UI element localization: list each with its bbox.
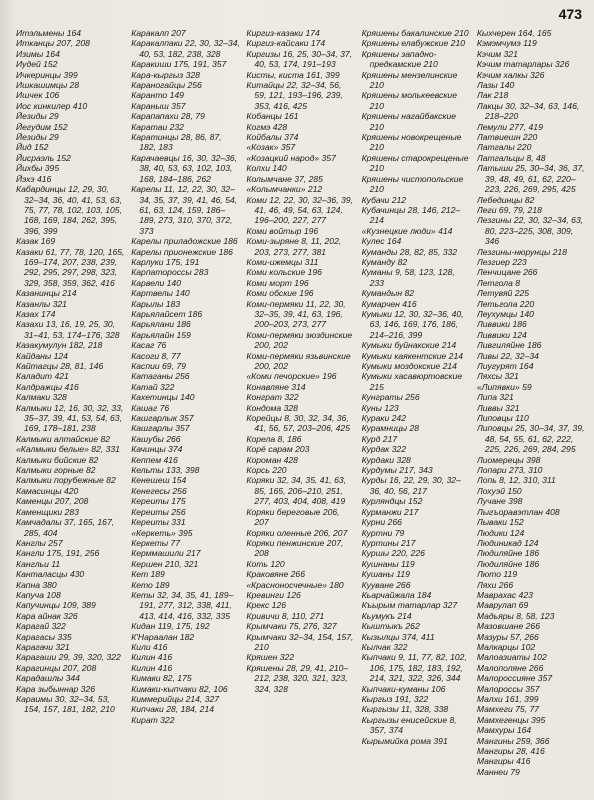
index-entry: Кумыки 12, 30, 32–36, 40, 63, 146, 169, 176, 186, 214–216, 399: [361, 308, 464, 340]
index-entry: Иудей 152: [16, 59, 58, 70]
index-entry: Людиникад 124: [476, 537, 539, 548]
index-entry: Липовцы 25, 30–34, 37, 39, 48, 54, 55, 61, 62, 222, 225, 226, 269, 284, 295: [476, 423, 585, 455]
index-entry: Кылчак 322: [361, 641, 408, 652]
index-entry: Латвиешн 220: [476, 132, 538, 143]
index-entry: Калмыки горные 82: [16, 465, 96, 476]
index-entry: Люто 119: [476, 569, 518, 580]
index-entry: Керммашили 217: [131, 548, 201, 559]
index-entry: Лыгъоравэтлан 408: [476, 506, 560, 517]
index-entry: Липовцы 110: [476, 413, 529, 424]
index-entry: Казакумулун 182, 218: [16, 340, 103, 351]
index-entry: Малоазиаты 102: [476, 652, 547, 663]
index-entry: Маннеи 79: [476, 766, 520, 777]
index-entry: Кили 416: [131, 641, 168, 652]
index-entry: Кулес 164: [361, 236, 402, 247]
index-entry: Кондома 328: [246, 402, 298, 413]
index-entry: Людиляйне 186: [476, 558, 540, 569]
index-entry: Качинцы 374: [131, 444, 183, 455]
index-entry: Кара зыбыннар 326: [16, 683, 96, 694]
index-entry: Лопари 273, 310: [476, 465, 543, 476]
index-entry: Лезгины 22, 30, 32–34, 63, 80, 223–225, 308, 309, 346: [476, 215, 584, 247]
index-entry: Латгальцы 8, 48: [476, 152, 546, 163]
index-entry: Кубачинцы 28, 146, 212–214: [361, 204, 461, 226]
index-entry: Мазуры 57, 266: [476, 631, 539, 642]
index-entry: Киммерийцы 214, 327: [131, 694, 220, 704]
index-entry: Мангиры 28, 416: [476, 746, 545, 757]
index-entry: Кимаки-кыпчаки 82, 106: [131, 683, 228, 694]
index-entry: Кряшен 322: [246, 652, 295, 663]
index-entry: Кашубы 266: [131, 433, 181, 444]
index-entry: Кеты 32, 34, 35, 41, 189–191, 277, 312, 338, 411, 413, 414, 416, 332, 335: [131, 589, 234, 621]
index-entry: Корсь 220: [246, 465, 287, 476]
index-entry: Кумандын 82: [361, 288, 415, 299]
index-entry: Кыргызы 11, 328, 338: [361, 704, 449, 715]
index-column-2: [131, 28, 240, 794]
index-entry: Канглы 257: [16, 537, 63, 548]
index-entry: Куршы 220, 226: [361, 548, 425, 559]
index-entry: Капна 380: [16, 579, 57, 590]
index-entry: Кереиты 256: [131, 506, 186, 517]
index-entry: Кангльи 11: [16, 558, 61, 569]
index-entry: Коми-пермяки зюздинские 200, 202: [246, 329, 353, 351]
index-entry: Курды 16, 22, 29, 30, 32–36, 40, 56, 217: [361, 475, 461, 496]
index-entry: Кунграты 256: [361, 392, 420, 403]
index-entry: Короман 428: [246, 454, 298, 465]
index-entry: Кьумукъ 214: [361, 610, 412, 621]
index-entry: Лакцы 30, 32–34, 63, 146, 218–220: [476, 100, 580, 122]
index-entry: Коми-пермяки 11, 22, 30, 32–35, 39, 41, 63, 196, 200–203, 273, 277: [246, 298, 346, 330]
index-entry: Йид 152: [16, 142, 49, 153]
index-entry: Ишчек 106: [16, 90, 60, 101]
index-entry: Краковяне 266: [246, 569, 305, 580]
index-entry: Кидан 119, 175, 192: [131, 621, 210, 632]
index-entry: Курдаки 328: [361, 454, 411, 465]
index-entry: Кряшены елабужские 210: [361, 38, 466, 49]
index-entry: Кобанцы 161: [246, 111, 299, 122]
index-entry: Йэхэ 416: [16, 173, 52, 184]
index-entry: Калмаки 328: [16, 392, 67, 403]
index-entry: Куртни 79: [361, 527, 405, 538]
index-entry: Касаг 76: [131, 340, 167, 351]
index-entry: Когмэ 428: [246, 121, 288, 132]
index-entry: Карагасы 335: [16, 631, 72, 642]
index-entry: Лываки 152: [476, 517, 524, 528]
index-entry: Каменщики 283: [16, 506, 79, 517]
index-entry: Йегудим 152: [16, 121, 68, 132]
index-entry: Калмыки 12, 16, 30, 32, 33, 35–37, 39, 41, 53, 54, 63, 169, 178–181, 238: [16, 402, 124, 434]
index-entry: Кайданы 124: [16, 350, 68, 361]
index-entry: Людиляйне 186: [476, 548, 540, 559]
index-entry: Йезиды 29: [16, 132, 59, 143]
index-entry: «Козак» 357: [246, 142, 296, 153]
index-entry: Кряшены 28, 29, 41, 210–212, 238, 320, 321, 323, 324, 328: [246, 662, 349, 694]
index-entry: «Коми печорские» 196: [246, 371, 337, 382]
index-entry: Кьарчайжала 184: [361, 589, 432, 600]
index-entry: Кимаки 82, 175: [131, 673, 192, 684]
index-entry: Каратинцы 28, 86, 87, 182, 183: [131, 132, 222, 153]
index-entry: Кревинги 126: [246, 589, 301, 600]
index-entry: Кыргыз 191, 322: [361, 694, 429, 704]
index-entry: Карелы приладожские 186: [131, 236, 238, 247]
index-entry: Коряки пенжинские 207, 208: [246, 537, 344, 559]
index-entry: Карьялайн 159: [131, 329, 191, 340]
index-entry: Кураки 242: [361, 413, 406, 424]
index-entry: Карпатороссы 283: [131, 267, 209, 278]
index-entry: Мадьяры 8, 58, 123: [476, 610, 555, 621]
index-entry: Кашгарлы 357: [131, 423, 190, 434]
index-entry: Катаганы 256: [131, 371, 190, 382]
index-entry: Кереиты 175: [131, 496, 186, 507]
index-entry: Карелы 11, 12, 22, 30, 32–34, 35, 37, 39, 41, 46, 54, 61, 63, 124, 159, 186–189, 273, 310, 370, 372, 373: [131, 184, 238, 236]
index-entry: Иос кинкилер 410: [16, 100, 88, 111]
index-entry: Кельты 133, 398: [131, 465, 200, 476]
index-entry: Лак 218: [476, 90, 509, 101]
index-entry: Кара-кыргыз 328: [131, 69, 200, 80]
index-entry: Карагинцы 207, 208: [16, 662, 97, 673]
index-entry: Катай 322: [131, 381, 175, 392]
index-entry: Мамхеги 75, 77: [476, 704, 540, 715]
index-entry: Коми 12, 22, 30, 32–36, 39, 41, 46, 49, 54, 63, 124, 196–200, 227, 277: [246, 194, 353, 226]
index-entry: Кряшены нагайбакские 210: [361, 111, 456, 132]
index-entry: Кипчаки 28, 184, 214: [131, 704, 215, 715]
index-entry: Йисраэль 152: [16, 152, 71, 163]
index-entry: Караимы 30, 32–34, 53, 154, 157, 181, 182, 210: [16, 694, 115, 715]
index-entry: Курманжи 217: [361, 506, 419, 517]
index-entry: Коми-ижемцы 311: [246, 256, 319, 267]
index-entry: Коми-пермяки язьвинские 200, 202: [246, 350, 351, 371]
index-entry: Каладит 421: [16, 371, 69, 382]
index-entry: «Колымчанки» 212: [246, 184, 323, 195]
index-entry: Кэмэмчумэ 119: [476, 38, 537, 49]
index-entry: Людики 124: [476, 527, 525, 538]
index-entry: Мамхуры 164: [476, 725, 532, 736]
index-entry: Куртины 217: [361, 537, 416, 548]
index-entry: Калмыки бийские 82: [16, 454, 99, 465]
index-column-5: [477, 28, 586, 794]
index-entry: Каменцы 207, 208: [16, 496, 89, 507]
index-entry: Курляндцы 152: [361, 496, 423, 507]
index-entry: Кууване 266: [361, 579, 411, 590]
index-entry: Кэчим татарлары 326: [476, 59, 570, 70]
index-entry: Калдражцы 416: [16, 381, 79, 392]
index-entry: Мазовшане 266: [476, 621, 540, 632]
index-entry: Крымчаки 32–34, 154, 157, 210: [246, 631, 354, 652]
index-entry: Казахи 13, 16, 19, 25, 30, 31–41, 53, 174–176, 328: [16, 319, 120, 340]
index-entry: Малороссияне 357: [476, 673, 553, 684]
index-entry: Капуча 108: [16, 589, 61, 600]
index-entry: «Керкеть» 395: [131, 527, 193, 538]
index-entry: Къырым татарлар 327: [361, 600, 458, 611]
index-entry: Куманы 9, 58, 123, 128, 233: [361, 267, 455, 288]
index-entry: Корела 8, 186: [246, 433, 302, 444]
index-entry: Киргиз-казаки 174: [246, 28, 320, 38]
index-entry: Малкарцы 102: [476, 641, 536, 652]
index-entry: Лохуэй 150: [476, 485, 522, 496]
index-entry: К'Нараалан 182: [131, 631, 195, 642]
index-entry: Килин 416: [131, 652, 173, 663]
index-entry: Карагачи 321: [16, 641, 70, 652]
index-entry: Кето 189: [131, 579, 170, 590]
index-entry: Кенегесы 256: [131, 485, 187, 496]
index-entry: Кахетинцы 140: [131, 392, 195, 403]
index-entry: Кряшены мензелинские 210: [361, 69, 458, 91]
index-entry: Колхи 140: [246, 163, 287, 174]
index-entry: Лазы 140: [476, 80, 515, 91]
index-entry: Караногайцы 256: [131, 80, 202, 91]
index-entry: Куманду 82: [361, 256, 408, 267]
index-entry: Килин 416: [131, 662, 173, 673]
index-entry: Итканцы 207, 208: [16, 38, 90, 49]
index-entry: Латыши 25, 30–34, 36, 37, 39, 48, 49, 61, 62, 220–223, 226, 269, 295, 425: [476, 163, 585, 195]
index-entry: Карвели 140: [131, 277, 181, 288]
index-entry: Каратаи 232: [131, 121, 184, 132]
index-entry: Кыпчаки-куманы 106: [361, 683, 446, 694]
index-entry: Кумыки моздокские 214: [361, 361, 457, 371]
index-entry: Изимы 164: [16, 48, 60, 59]
index-entry: Мангины 259, 366: [476, 735, 550, 746]
index-entry: Карьялани 186: [131, 319, 191, 330]
index-entry: Кет 189: [131, 569, 165, 580]
index-column-4: [362, 28, 471, 794]
index-entry: Каракалп 207: [131, 28, 186, 38]
index-entry: Кряшены бакалинские 210: [361, 28, 469, 38]
index-entry: Малополяне 266: [476, 662, 544, 673]
index-entry: Летьгола 220: [476, 298, 535, 309]
index-entry: Коми войтыр 196: [246, 225, 319, 236]
index-entry: Крекс 126: [246, 600, 287, 611]
index-entry: Кашаг 76: [131, 402, 170, 413]
index-entry: Ляхсы 321: [476, 371, 519, 382]
index-entry: Карапапахи 28, 79: [131, 111, 205, 122]
index-entry: Летувяй 225: [476, 288, 530, 299]
index-entry: Кряшены западно-предкамские 210: [361, 48, 438, 70]
index-entry: Курни 266: [361, 517, 402, 528]
index-entry: Лезгиер 223: [476, 256, 527, 267]
index-entry: Камчадалы 37, 165, 167, 285, 404: [16, 517, 115, 538]
index-entry: Казанинцы 214: [16, 288, 77, 299]
index-entry: Йихбы 395: [16, 163, 60, 174]
index-entry: Киргиз-кайсаки 174: [246, 38, 326, 49]
index-entry: Кумарчен 416: [361, 298, 417, 309]
index-entry: Леги 69, 79, 218: [476, 204, 542, 215]
index-entry: Карадашлы 344: [16, 673, 80, 684]
index-entry: Кабардинцы 12, 29, 30, 32–34, 36, 40, 41, 53, 63, 75, 77, 78, 102, 103, 105, 168, 169, 184, 262, 395, 396, 399: [16, 184, 122, 236]
index-entry: Каспии 69, 79: [131, 361, 186, 371]
index-entry: Калмыки алтайские 82: [16, 433, 111, 444]
index-entry: Курамницы 28: [361, 423, 420, 434]
index-entry: Ичкеринцы 399: [16, 69, 78, 80]
index-entry: Ливгиляйне 186: [476, 340, 542, 351]
index-entry: Корейцы 8, 30, 32, 34, 36, 41, 56, 57, 203–206, 425: [246, 413, 350, 434]
index-entry: Карелы прионежские 186: [131, 246, 233, 257]
index-entry: Карылы 183: [131, 298, 181, 309]
index-entry: Корё сарам 203: [246, 444, 310, 455]
index-entry: Казанлы 321: [16, 298, 67, 309]
index-entry: Кряшены старокрещеные 210: [361, 152, 469, 174]
index-entry: Мамхегенцы 395: [476, 714, 546, 725]
index-entry: Кыштыкъ 262: [361, 621, 420, 632]
index-entry: Кершен 210, 321: [131, 558, 199, 569]
index-entry: Колымчане 37, 285: [246, 173, 323, 184]
index-entry: Малхи 161, 399: [476, 694, 539, 704]
index-entry: Казах 174: [16, 308, 56, 319]
index-entry: Лопь 8, 12, 310, 311: [476, 475, 556, 486]
index-entry: Кыпчаки 9, 11, 77, 82, 102, 106, 175, 182, 183, 192, 214, 321, 322, 326, 344: [361, 652, 467, 684]
index-entry: Кара айнак 326: [16, 610, 78, 621]
index-entry: Киргизы 16, 25, 30–34, 37, 40, 53, 174, 191–193: [246, 48, 353, 70]
index-entry: «Калмыки белые» 82, 331: [16, 444, 120, 455]
index-entry: Лиомерецы 398: [476, 454, 541, 465]
index-entry: Липа 321: [476, 392, 514, 403]
index-entry: Карачаевцы 16, 30, 32–36, 38, 40, 53, 63, 102, 103, 168, 184–186, 262: [131, 152, 238, 184]
index-entry: Ливвики 124: [476, 329, 527, 340]
index-entry: Коряки 32, 34, 35, 41, 63, 85, 165, 206–210, 251, 277, 403, 404, 408, 419: [246, 475, 347, 507]
index-entry: Караныш 357: [131, 100, 186, 111]
index-entry: Маврахас 423: [476, 589, 533, 600]
index-entry: Каранто 149: [131, 90, 184, 101]
index-entry: Лиугурят 164: [476, 361, 534, 371]
index-entry: Коряки оленные 206, 207: [246, 527, 348, 538]
index-entry: Йезиды 29: [16, 111, 59, 122]
index-entry: Касоги 8, 77: [131, 350, 181, 361]
index-entry: Кряшены чистопольские 210: [361, 173, 464, 195]
index-column-3: [246, 28, 355, 794]
index-entry: Керкеты 77: [131, 537, 180, 548]
index-entry: Коми обские 196: [246, 288, 314, 299]
index-entry: Мангиры 416: [476, 756, 531, 767]
index-entry: Кумыки каякентские 214: [361, 350, 464, 361]
index-entry: Курдумы 217, 343: [361, 465, 433, 476]
index-entry: Кызылцы 374, 411: [361, 631, 435, 642]
index-entry: Кереиты 331: [131, 517, 186, 528]
index-entry: Кашгарлык 357: [131, 413, 194, 424]
index-entry: Ишкашимцы 28: [16, 80, 80, 91]
index-entry: Кеппем 416: [131, 454, 178, 465]
index-entry: Ленчицане 266: [476, 267, 538, 278]
index-entry: «Липявки» 59: [476, 381, 532, 392]
index-entry: Итэльмены 164: [16, 28, 82, 38]
index-entry: Ливы 22, 32–34: [476, 350, 539, 361]
index-entry: Лезгины-нюрунцы 218: [476, 246, 567, 257]
index-entry: Китайцы 22, 32–34, 56, 59, 121, 193–196, 239, 353, 416, 425: [246, 80, 343, 111]
index-entry: Кумыки хасавюртовские 215: [361, 371, 463, 392]
index-entry: Лучане 398: [476, 496, 523, 507]
index-column-1: [16, 28, 125, 794]
index-entry: Латгалы 220: [476, 142, 532, 153]
index-entry: Ливвики 186: [476, 319, 527, 330]
index-entry: Кэчим халкы 326: [476, 69, 545, 80]
index-columns: [16, 28, 586, 794]
index-entry: Казаки 61, 77, 78, 120, 165, 169–174, 207, 238, 239, 292, 295, 297, 298, 323, 329, 358, 359, 362, 416: [16, 246, 125, 288]
index-entry: Коми-зыряне 8, 11, 202, 203, 273, 277, 381: [246, 236, 342, 257]
index-entry: Койбалы 374: [246, 132, 299, 143]
index-entry: Каракиши 175, 191, 357: [131, 59, 227, 70]
index-entry: Калмыки порубежные 82: [16, 475, 116, 486]
index-entry: Кряшены молькеевские 210: [361, 90, 457, 111]
index-entry: Ляхи 266: [476, 579, 514, 590]
index-entry: Куны 123: [361, 402, 399, 413]
index-entry: Кубачи 212: [361, 194, 407, 205]
index-entry: Кангли 175, 191, 256: [16, 548, 100, 559]
index-entry: Лемули 277, 419: [476, 121, 543, 132]
index-entry: Картвелы 140: [131, 288, 190, 299]
index-entry: «Кузнецкие люди» 414: [361, 225, 453, 236]
index-entry: Крымчаки 75, 276, 327: [246, 621, 337, 632]
index-entry: Карагаши 29, 39, 320, 322: [16, 652, 121, 663]
index-entry: Ливвы 321: [476, 402, 520, 413]
index-entry: Кривичи 8, 110, 271: [246, 610, 325, 621]
index-entry: Маврулап 69: [476, 600, 529, 611]
index-entry: «Красноносчечные» 180: [246, 579, 344, 590]
index-entry: Курдак 322: [361, 444, 406, 455]
index-entry: Карлуки 175, 191: [131, 256, 200, 267]
index-entry: Кырымийка рома 391: [361, 735, 448, 746]
index-entry: Коми морт 196: [246, 277, 309, 288]
index-entry: Капучинцы 109, 389: [16, 600, 96, 611]
index-entry: Карьялайсет 186: [131, 308, 203, 319]
index-entry: Коми кольские 196: [246, 267, 322, 278]
index-entry: Кыргызы енисейские 8, 357, 374: [361, 714, 457, 736]
index-entry: Кряшены новокрещеные 210: [361, 132, 462, 153]
index-entry: Кэчим 321: [476, 48, 518, 59]
index-entry: Коть 120: [246, 558, 285, 569]
index-entry: Кайтагцы 28, 81, 146: [16, 361, 104, 371]
index-entry: Кушаны 119: [361, 569, 410, 580]
index-entry: Кумыки буйнакские 214: [361, 340, 457, 351]
index-entry: Камасинцы 420: [16, 485, 79, 496]
index-entry: Коряки береговые 206, 207: [246, 506, 340, 528]
index-entry: Конавляне 314: [246, 381, 306, 392]
index-entry: Лебединцы 82: [476, 194, 535, 205]
index-entry: Карагай 322: [16, 621, 66, 632]
index-entry: Казак 169: [16, 236, 56, 247]
index-entry: Леухумцы 140: [476, 308, 534, 319]
index-entry: Куманды 28, 82, 85, 332: [361, 246, 458, 257]
index-entry: Канталасцы 430: [16, 569, 85, 580]
index-entry: Малороссы 357: [476, 683, 540, 694]
index-entry: Конграт 322: [246, 392, 299, 403]
page-number: 473: [558, 6, 582, 22]
index-entry: «Козацкий народ» 357: [246, 152, 336, 163]
index-entry: Кушнаны 119: [361, 558, 415, 569]
index-entry: Курд 217: [361, 433, 398, 444]
index-entry: Летгола 8: [476, 277, 521, 288]
index-entry: Кисты, киста 161, 399: [246, 69, 340, 80]
index-entry: Кыхчерен 164, 165: [476, 28, 552, 38]
index-entry: Кенешеш 154: [131, 475, 187, 486]
index-entry: Каракалпаки 22, 30, 32–34, 40, 53, 182, 238, 328: [131, 38, 240, 59]
index-entry: Кират 322: [131, 714, 175, 725]
